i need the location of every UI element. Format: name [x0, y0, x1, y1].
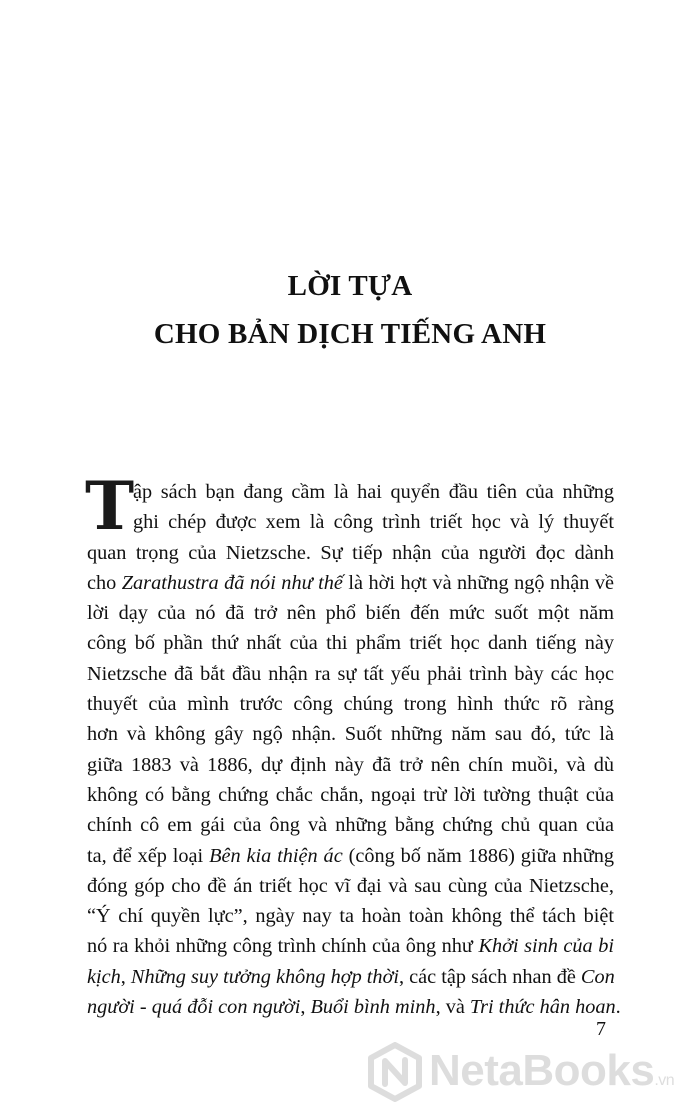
- text-line: [87, 568, 614, 598]
- text-span: hơn và không gây ngộ nhận. Suốt những năm sau đó, tức là: [87, 723, 614, 746]
- text-line: [87, 659, 614, 689]
- text-line: [87, 931, 614, 961]
- text-span: thuyết của mình trước công chúng trong hình thức rõ ràng: [87, 693, 614, 716]
- text-span: chính cô em gái của ông và những bằng chứng chủ quan của: [87, 814, 614, 837]
- text-line: [87, 719, 614, 749]
- text-span: Nietzsche đã bắt đầu nhận ra sự tất yếu phải trình bày các học: [87, 662, 614, 685]
- text-line: [87, 598, 614, 628]
- text-line: [87, 992, 621, 1022]
- text-line: [87, 628, 614, 658]
- italic-title-span: Buổi bình minh: [310, 996, 436, 1019]
- text-line: [87, 810, 614, 840]
- text-span: đóng góp cho đề án triết học vĩ đại và sau cùng của Nietzsche,: [87, 874, 614, 897]
- text-line: [87, 689, 614, 719]
- text-line: [87, 538, 614, 568]
- text-line: [87, 841, 614, 871]
- text-span: “Ý chí quyền lực”, ngày nay ta hoàn toàn không thể tách biệt: [87, 905, 614, 928]
- italic-title-span: Tri thức hân hoan: [469, 996, 616, 1019]
- italic-title-span: Zarathustra đã nói như thế: [121, 571, 343, 594]
- text-span: giữa 1883 và 1886, dự định này đã trở nên chín muồi, và dù: [87, 753, 614, 776]
- text-span: nó ra khỏi những công trình chính của ông như: [87, 935, 479, 958]
- italic-title-span: Bên kia thiện ác: [209, 844, 343, 867]
- text-span: (công bố năm 1886) giữa những: [342, 844, 614, 867]
- text-line: [87, 507, 614, 537]
- text-span: , và: [435, 996, 470, 1019]
- italic-title-span: Những suy tưởng không hợp thời: [130, 965, 400, 988]
- text-span: công bố phần thứ nhất của thi phẩm triết học danh tiếng này: [87, 632, 614, 655]
- text-span: ập sách bạn đang cầm là hai quyển đầu tiên của những: [133, 481, 614, 503]
- text-line: [87, 962, 614, 992]
- italic-title-span: kịch: [87, 965, 121, 988]
- text-line: [87, 750, 614, 780]
- chapter-title-line-2: CHO BẢN DỊCH TIẾNG ANH: [153, 318, 547, 350]
- text-line: [87, 780, 614, 810]
- text-span: lời dạy của nó đã trở nên phổ biến đến mức suốt một năm: [87, 602, 614, 625]
- italic-title-span: người - quá đỗi con người: [87, 996, 301, 1019]
- text-line: [87, 901, 614, 931]
- watermark-brand: NetaBooks: [429, 1046, 655, 1095]
- watermark-suffix: .vn: [654, 1072, 675, 1089]
- italic-title-span: Con: [580, 965, 615, 988]
- text-span: .: [615, 996, 621, 1019]
- text-span: , các tập sách nhan đề: [399, 965, 581, 988]
- text-span: ,: [120, 965, 131, 988]
- italic-title-span: Khởi sinh của bi: [478, 935, 614, 958]
- chapter-title: [0, 262, 700, 358]
- text-span: ,: [300, 996, 311, 1019]
- netabooks-logo-icon: [365, 1042, 425, 1102]
- text-span: cho: [87, 571, 122, 594]
- text-line: [87, 871, 614, 901]
- netabooks-watermark: [365, 1038, 695, 1108]
- text-span: là hời hợt và những ngộ nhận về: [342, 571, 615, 594]
- text-line: [87, 477, 614, 507]
- text-span: quan trọng của Nietzsche. Sự tiếp nhận của người đọc dành: [87, 541, 614, 564]
- text-span: ta, để xếp loại: [87, 844, 210, 867]
- text-span: không có bằng chứng chắc chắn, ngoại trừ lời tường thuật của: [87, 783, 614, 806]
- chapter-title-line-1: LỜI TỰA: [287, 270, 413, 302]
- drop-cap: T: [85, 467, 135, 545]
- page-number: 7: [596, 1018, 606, 1040]
- text-span: ghi chép được xem là công trình triết học và lý thuyết: [133, 511, 614, 534]
- body-paragraph: [85, 467, 621, 1022]
